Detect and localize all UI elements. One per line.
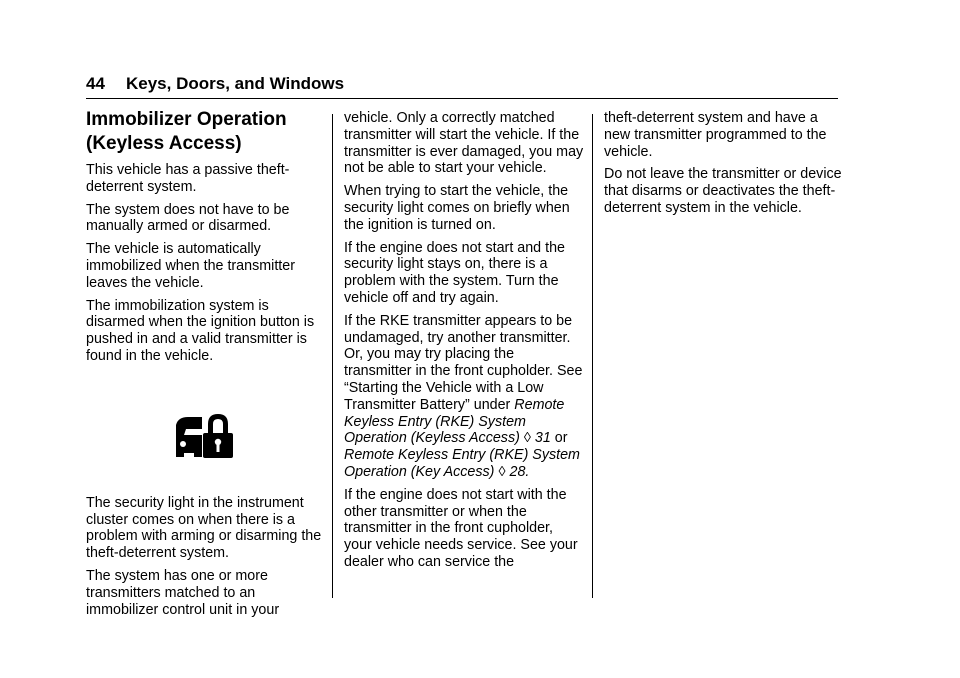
heading-line-1: Immobilizer Operation (86, 109, 287, 130)
section-heading (86, 108, 326, 156)
paragraph: The system does not have to be manually armed or disarmed. (86, 201, 290, 235)
rke-paragraph: If the RKE transmitter appears to be undamaged, try another transmitter. Or, you may try placing the transmitter in the front cupholder. See “Starting the Vehicle with a Low Transmitter Battery” under Remote Keyless Entry (RKE) System Operation (Keyless Access) ◊ 31 or Remote Keyless Entry (RKE) System Operation (Key Access) ◊ 28. (344, 312, 583, 480)
column-divider-1 (332, 114, 333, 598)
paragraph: The vehicle is automatically immobilized when the transmitter leaves the vehicle. (86, 241, 295, 291)
column-1 (86, 106, 326, 624)
cross-reference-link[interactable]: Remote Keyless Entry (RKE) System Operation (Key Access) (344, 447, 580, 480)
paragraph: This vehicle has a passive theft-deterrent system. (86, 162, 290, 195)
page-reference[interactable]: 28 (509, 463, 526, 480)
column-3 (604, 110, 844, 223)
security-light-figure (86, 371, 326, 495)
section-title: Keys, Doors, and Windows (126, 74, 345, 93)
page-number: 44 (86, 74, 105, 93)
paragraph: If the engine does not start with the other transmitter or when the transmitter in the front cupholder, your vehicle needs service. See your dealer who can service the (344, 486, 578, 570)
paragraph: The immobilization system is disarmed when the ignition button is pushed in and a valid transmitter is found in the vehicle. (86, 297, 315, 364)
paragraph: Do not leave the transmitter or device that disarms or deactivates the theft-deterrent system in the vehicle. (604, 166, 842, 216)
page-ref-icon: ◊ (523, 430, 531, 447)
paragraph: theft-deterrent system and have a new transmitter programmed to the vehicle. (604, 110, 827, 160)
paragraph: If the engine does not start and the security light stays on, there is a problem with the system. Turn the vehicle off and try again. (344, 239, 565, 306)
paragraph: vehicle. Only a correctly matched transmitter will start the vehicle. If the transmitter is ever damaged, you may not be able to start your vehicle. (344, 110, 584, 177)
column-divider-2 (592, 114, 593, 598)
cross-reference-link[interactable]: Remote Keyless Entry (RKE) System Operation (Keyless Access) (344, 396, 565, 447)
paragraph: When trying to start the vehicle, the security light comes on briefly when the ignition is turned on. (344, 183, 570, 233)
page-ref-icon: ◊ (498, 463, 506, 480)
paragraph: The system has one or more transmitters matched to an immobilizer control unit in your (86, 567, 280, 618)
page-reference[interactable]: 31 (534, 430, 551, 447)
car-padlock-icon (172, 411, 234, 463)
running-header (86, 74, 838, 94)
heading-line-2: (Keyless Access) (86, 133, 242, 154)
paragraph: The security light in the instrument cluster comes on when there is a problem with arming or disarming the theft-deterrent system. (86, 494, 322, 562)
column-2 (344, 110, 584, 577)
header-rule (86, 98, 838, 99)
